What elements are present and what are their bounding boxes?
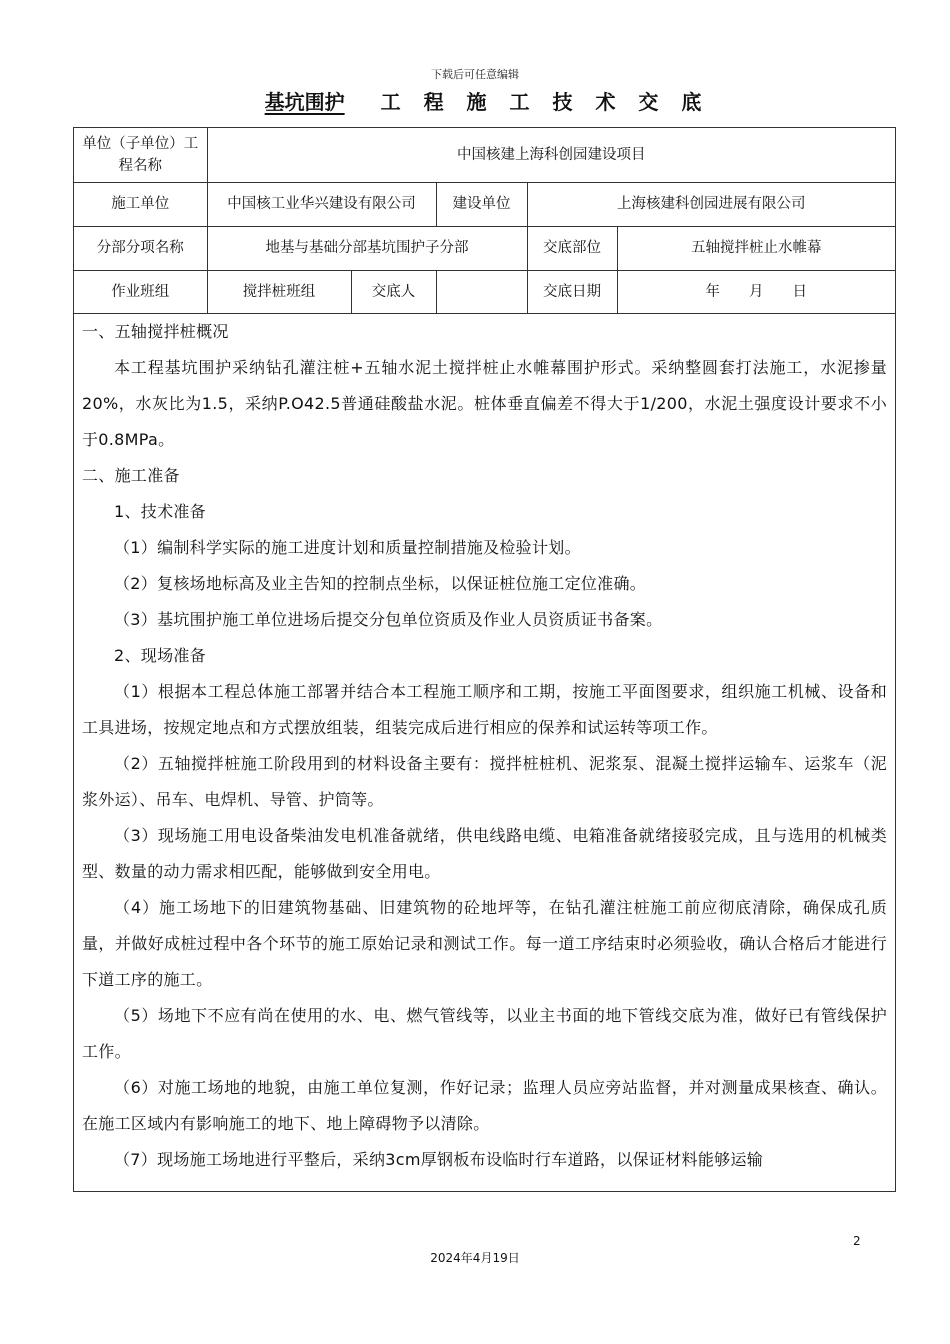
division-value: 地基与基础分部基坑围护子分部 [207, 226, 527, 270]
location-value: 五轴搅拌桩止水帷幕 [617, 226, 895, 270]
date-label: 交底日期 [527, 270, 617, 313]
paragraph: 本工程基坑围护采纳钻孔灌注桩+五轴水泥土搅拌桩止水帷幕围护形式。采纳整圆套打法施工，水泥掺量20%，水灰比为1.5，采纳P.O42.5普通硅酸盐水泥。桩体垂直偏差不得大于1/200，水泥土强度设计要求不小于0.8MPa。 [82, 357, 887, 449]
section-heading: 一、五轴搅拌桩概况 [82, 321, 229, 341]
owner-value: 上海核建科创园进展有限公司 [527, 182, 895, 226]
unit-name-value: 中国核建上海科创园建设项目 [207, 128, 895, 182]
contractor-value: 中国核工业华兴建设有限公司 [207, 182, 436, 226]
page-title [0, 86, 950, 115]
list-item: （2）复核场地标高及业主告知的控制点坐标，以保证桩位施工定位准确。 [114, 573, 647, 593]
list-item: （4）施工场地下的旧建筑物基础、旧建筑物的砼地坪等，在钻孔灌注桩施工前应彻底清除，确保成孔质量，并做好成桩过程中各个环节的施工原始记录和测试工作。每一道工序结束时必须验收，确认合格后才能进行下道工序的施工。 [82, 897, 887, 989]
list-item: （7）现场施工场地进行平整后，采纳3cm厚钢板布设临时行车道路，以保证材料能够运输 [114, 1149, 764, 1169]
document-frame [73, 127, 896, 1192]
list-item: （2）五轴搅拌桩施工阶段用到的材料设备主要有：搅拌桩桩机、泥浆泵、混凝土搅拌运输车、运浆车（泥浆外运）、吊车、电焊机、导管、护筒等。 [82, 753, 887, 809]
list-item: （6）对施工场地的地貌，由施工单位复测，作好记录；监理人员应旁站监督，并对测量成果核查、确认。在施工区域内有影响施工的地下、地上障碍物予以清除。 [82, 1077, 887, 1133]
list-item: （3）基坑围护施工单位进场后提交分包单位资质及作业人员资质证书备案。 [114, 609, 663, 629]
document-body [74, 314, 895, 1178]
briefer-value [436, 270, 527, 313]
list-item: （1）编制科学实际的施工进度计划和质量控制措施及检验计划。 [114, 537, 581, 557]
briefer-label: 交底人 [351, 270, 436, 313]
title-underlined: 基坑围护 [264, 90, 345, 114]
section-heading: 二、施工准备 [82, 465, 180, 485]
list-item: （3）现场施工用电设备柴油发电机准备就绪，供电线路电缆、电箱准备就绪接驳完成，且与选用的机械类型、数量的动力需求相匹配，能够做到安全用电。 [82, 825, 887, 881]
title-rest: 工 程 施 工 技 术 交 底 [380, 90, 710, 114]
owner-label: 建设单位 [436, 182, 527, 226]
footer-date: 2024年4月19日 [430, 1251, 520, 1265]
list-item: （5）场地下不应有尚在使用的水、电、燃气管线等，以业主书面的地下管线交底为准，做好已有管线保护工作。 [82, 1005, 887, 1061]
page-number: 2 [853, 1234, 861, 1248]
crew-label: 作业班组 [74, 270, 207, 313]
division-label: 分部分项名称 [74, 226, 207, 270]
table-row [74, 226, 895, 270]
crew-value: 搅拌桩班组 [207, 270, 351, 313]
location-label: 交底部位 [527, 226, 617, 270]
unit-name-label: 单位（子单位）工程名称 [74, 128, 207, 182]
header-note: 下载后可任意编辑 [431, 68, 519, 81]
table-row [74, 128, 895, 182]
contractor-label: 施工单位 [74, 182, 207, 226]
info-table [74, 128, 895, 314]
table-row [74, 270, 895, 313]
subsection-heading: 1、技术准备 [114, 501, 206, 521]
list-item: （1）根据本工程总体施工部署并结合本工程施工顺序和工期，按施工平面图要求，组织施工机械、设备和工具进场，按规定地点和方式摆放组装，组装完成后进行相应的保养和试运转等项工作。 [82, 681, 887, 737]
table-row [74, 182, 895, 226]
subsection-heading: 2、现场准备 [114, 645, 206, 665]
date-value: 年 月 日 [617, 270, 895, 313]
